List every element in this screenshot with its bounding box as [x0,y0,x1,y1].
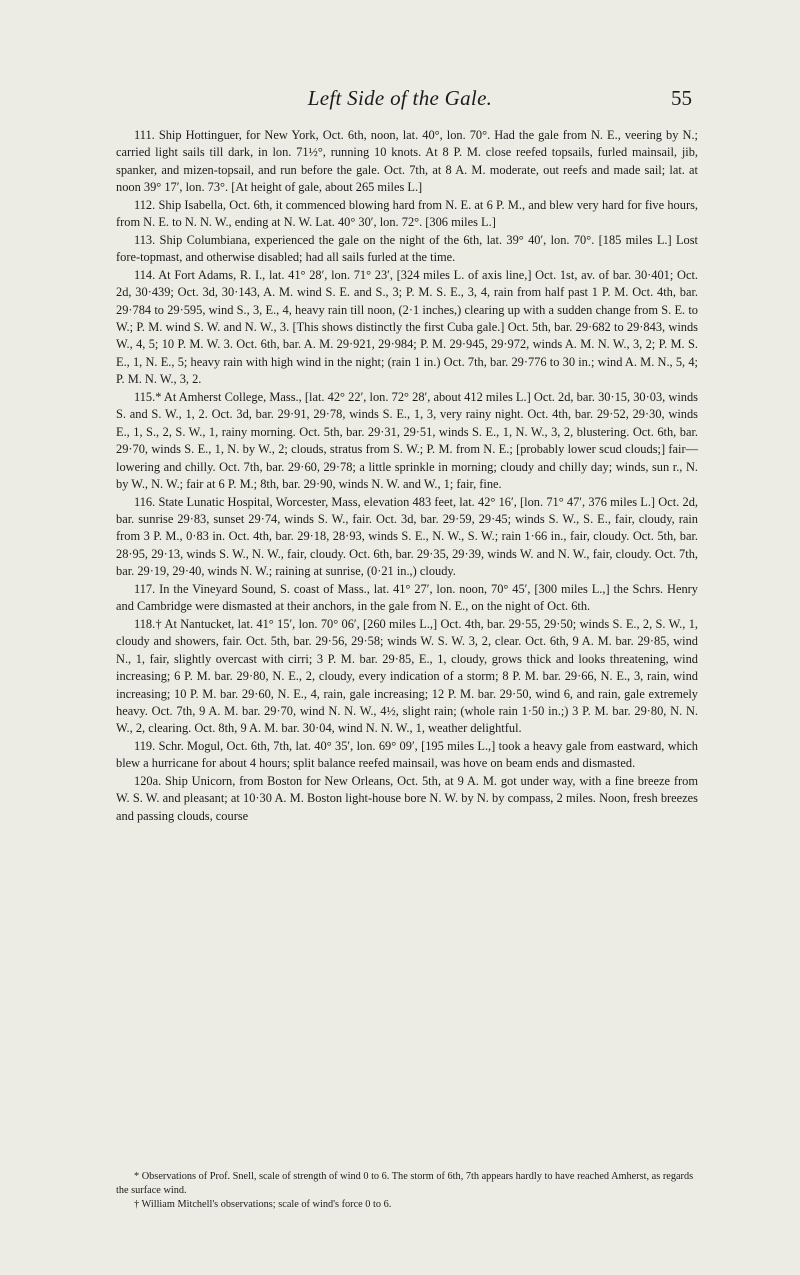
footnotes [116,1170,698,1212]
entry-115: 115.* At Amherst College, Mass., [lat. 42° 22′, lon. 72° 28′, about 412 miles L.] Oct. 2d, bar. 30·15, 30·03, winds S. and S. W., 1, 2. Oct. 3d, bar. 29·91, 29·78, winds S. E., 1, 3, very rainy night. Oct. 4th, bar. 29·52, 29·30, winds E., 1, S., 2, S. W., 1, rainy morning. Oct. 5th, bar. 29·31, 29·51, winds S. E., 1, N. W., 3, 2, blustering. Oct. 6th, bar. 29·70, winds S. E., 1, N. by W., 2; clouds, stratus from S. W.; P. M. from N. E.; [probably lower scud clouds;] fair—lowering and chilly. Oct. 7th, bar. 29·60, 29·78; a little sprinkle in morning; cloudy and chilly day; winds, sun r., N. by W., N. W.; fair at 6 P. M.; 8th, bar. 29·90, winds N. W. and W., 1; fair, fine. [116,389,698,492]
entry-120a: 120a. Ship Unicorn, from Boston for New Orleans, Oct. 5th, at 9 A. M. got under way, with a fine breeze from W. S. W. and pleasant; at 10·30 A. M. Boston light-house bore N. W. by N. by compass, 2 miles. Noon, fresh breezes and passing clouds, course [116,773,698,823]
entry-116: 116. State Lunatic Hospital, Worcester, Mass, elevation 483 feet, lat. 42° 16′, [lon. 71° 47′, 376 miles L.] Oct. 2d, bar. sunrise 29·83, sunset 29·74, winds S. W., fair. Oct. 3d, bar. 29·59, 29·45; winds S. W., S. E., fair, cloudy, rain from 3 P. M., 0·83 in. Oct. 4th, bar. 29·18, 28·93, winds S. E., N. W., S. W.; rain 1·66 in., fair, cloudy. Oct. 5th, bar. 28·95, 29·13, winds S. W., N. W., fair, cloudy. Oct. 6th, bar. 29·35, 29·39, winds W. and N. W., fair, cloudy. Oct. 7th, bar. 29·19, 29·40, winds N. W.; raining at sunrise, (0·21 in.,) cloudy. [116,494,698,579]
footnote-mitchell: † William Mitchell's observations; scale of wind's force 0 to 6. [134,1199,392,1210]
running-title: Left Side of the Gale. [307,86,493,110]
page-number: 55 [671,86,692,110]
entry-118: 118.† At Nantucket, lat. 41° 15′, lon. 70° 06′, [260 miles L.,] Oct. 4th, bar. 29·55, 29·50; winds S. E., 2, S. W., 1, cloudy and showers, fair. Oct. 5th, bar. 29·56, 29·58; winds W. S. W. 3, 2, clear. Oct. 6th, 9 A. M. bar. 29·85, wind N., 1, fair, slightly overcast with cirri; 3 P. M. bar. 29·85, E., 1, cloudy, grows thick and looks threatening, wind increasing; 6 P. M. bar. 29·80, N. E., 2, cloudy, every indication of a storm; 8 P. M. bar. 29·66, N. E., 3, rain, wind increasing; 10 P. M. bar. 29·60, N. E., 4, rain, gale increasing; 12 P. M. bar. 29·50, wind 6, and rain, gale extremely heavy. Oct. 7th, 9 A. M. bar. 29·70, wind N. N. W., 4½, slight rain; (whole rain 1·50 in.;) 3 P. M. bar. 29·80, N. N. W., 2, clearing. Oct. 8th, 9 A. M. bar. 30·04, wind N. N. W., 1, weather delightful. [116,616,698,736]
entry-114: 114. At Fort Adams, R. I., lat. 41° 28′, lon. 71° 23′, [324 miles L. of axis line,] Oct. 1st, av. of bar. 30·401; Oct. 2d, 30·439; Oct. 3d, 30·143, A. M. wind S. E. and S., 3; P. M. S. E., 3, 4, rain from half past 1 P. M. Oct. 4th, bar. 29·784 to 29·595, wind S., 3, E., 4, heavy rain till noon, (2·1 inches,) clearing up with a sudden change from S. E. to W.; P. M. wind S. W. and N. W., 3. [This shows distinctly the first Cuba gale.] Oct. 5th, bar. 29·682 to 29·843, winds W., 4, 5; 10 P. M. W. 3. Oct. 6th, bar. A. M. 29·921, 29·984; P. M. 29·945, 29·972, winds A. M. N. W., 3, 2; P. M. S. E., 1, N. E., 5; heavy rain with high wind in the night; (rain 1 in.) Oct. 7th, bar. 29·776 to 30 in.; wind A. M. N., 5, 4; P. M. N. W., 3, 2. [116,267,698,387]
entry-117: 117. In the Vineyard Sound, S. coast of Mass., lat. 41° 27′, lon. noon, 70° 45′, [300 miles L.,] the Schrs. Henry and Cambridge were dismasted at their anchors, in the gale from N. E., on the night of Oct. 6th. [116,581,698,614]
entry-111: 111. Ship Hottinguer, for New York, Oct. 6th, noon, lat. 40°, lon. 70°. Had the gale from N. E., veering by N.; carried light sails till dark, in lon. 71½°, running 10 knots. At 8 P. M. close reefed topsails, furled mainsail, jib, spanker, and mizen-topsail, and run before the gale. Oct. 7th, at 8 A. M. moderate, out reefs and made sail; lat. at noon 39° 17′, lon. 73°. [At height of gale, about 265 miles L.] [116,128,698,195]
body-text [116,127,698,825]
running-header [0,86,800,116]
footnote-snell: * Observations of Prof. Snell, scale of strength of wind 0 to 6. The storm of 6th, 7th appears hardly to have reached Amherst, as regards the surface wind. [116,1171,694,1196]
entry-119: 119. Schr. Mogul, Oct. 6th, 7th, lat. 40° 35′, lon. 69° 09′, [195 miles L.,] took a heavy gale from eastward, which blew a hurricane for about 4 hours; split balance reefed mainsail, was hove on beam ends and dismasted. [116,738,698,771]
entry-113: 113. Ship Columbiana, experienced the gale on the night of the 6th, lat. 39° 40′, lon. 70°. [185 miles L.] Lost fore-topmast, and otherwise disabled; had all sails furled at the time. [116,232,698,265]
entry-112: 112. Ship Isabella, Oct. 6th, it commenced blowing hard from N. E. at 6 P. M., and blew very hard for five hours, from N. E. to N. N. W., ending at N. W. Lat. 40° 30′, lon. 72°. [306 miles L.] [116,197,698,230]
